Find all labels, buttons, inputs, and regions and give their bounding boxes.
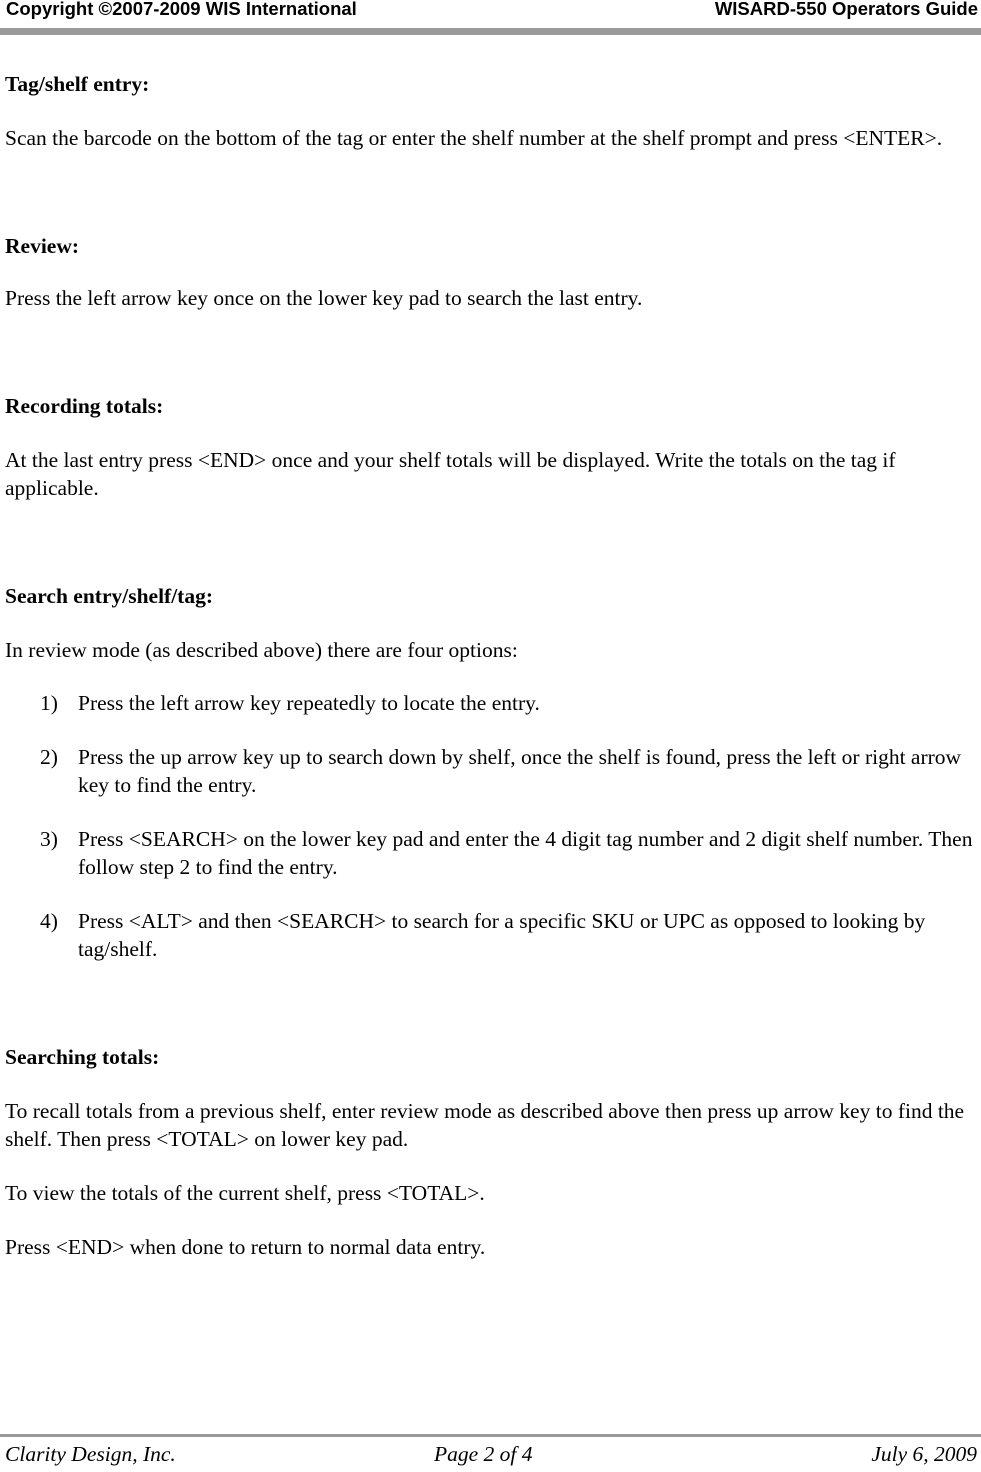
page-header: [3, 0, 978, 22]
paragraph: In review mode (as described above) there are four options:: [5, 638, 518, 662]
footer-page-number: Page 2 of 4: [434, 1442, 533, 1466]
list-text: Press the up arrow key up to search down by shelf, once the shelf is found, press the left or right arrow key to find the entry.: [78, 745, 962, 797]
list-item: [5, 743, 975, 799]
footer-company: Clarity Design, Inc.: [5, 1442, 176, 1466]
list-item: [5, 689, 975, 717]
header-rule: [0, 28, 981, 35]
document-body: [5, 70, 975, 1261]
footer-rule: [0, 1434, 981, 1437]
section-heading: Tag/shelf entry:: [5, 72, 150, 96]
list-item: [5, 825, 975, 881]
paragraph: Scan the barcode on the bottom of the tag or enter the shelf number at the shelf prompt and press <ENTER>.: [5, 126, 943, 150]
paragraph: At the last entry press <END> once and your shelf totals will be displayed. Write the totals on the tag if applicable.: [5, 448, 896, 500]
list-item: [5, 907, 975, 963]
section-review: [5, 232, 975, 312]
options-list: [5, 689, 975, 963]
header-copyright: Copyright ©2007-2009 WIS International: [6, 0, 357, 19]
footer-date: July 6, 2009: [871, 1442, 977, 1466]
list-text: Press <SEARCH> on the lower key pad and enter the 4 digit tag number and 2 digit shelf number. Then follow step 2 to find the entry.: [78, 827, 973, 879]
paragraph: Press the left arrow key once on the lower key pad to search the last entry.: [5, 286, 643, 310]
paragraph: Press <END> when done to return to normal data entry.: [5, 1235, 486, 1259]
section-search: [5, 582, 975, 963]
section-tag-shelf-entry: [5, 70, 975, 152]
page-footer: [5, 1442, 977, 1472]
list-number: 2): [40, 745, 58, 769]
header-doc-title: WISARD-550 Operators Guide: [714, 0, 978, 19]
section-heading: Search entry/shelf/tag:: [5, 584, 213, 608]
paragraph: To view the totals of the current shelf, press <TOTAL>.: [5, 1181, 485, 1205]
list-number: 1): [40, 691, 58, 715]
list-number: 4): [40, 909, 58, 933]
paragraph: To recall totals from a previous shelf, enter review mode as described above then press up arrow key to find the shelf. Then press <TOTAL> on lower key pad.: [5, 1099, 965, 1151]
section-heading: Recording totals:: [5, 394, 164, 418]
section-heading: Searching totals:: [5, 1045, 160, 1069]
section-heading: Review:: [5, 234, 80, 258]
list-number: 3): [40, 827, 58, 851]
section-recording-totals: [5, 392, 975, 502]
section-searching-totals: [5, 1043, 975, 1261]
list-text: Press <ALT> and then <SEARCH> to search for a specific SKU or UPC as opposed to looking by tag/shelf.: [78, 909, 926, 961]
list-text: Press the left arrow key repeatedly to locate the entry.: [78, 691, 540, 715]
